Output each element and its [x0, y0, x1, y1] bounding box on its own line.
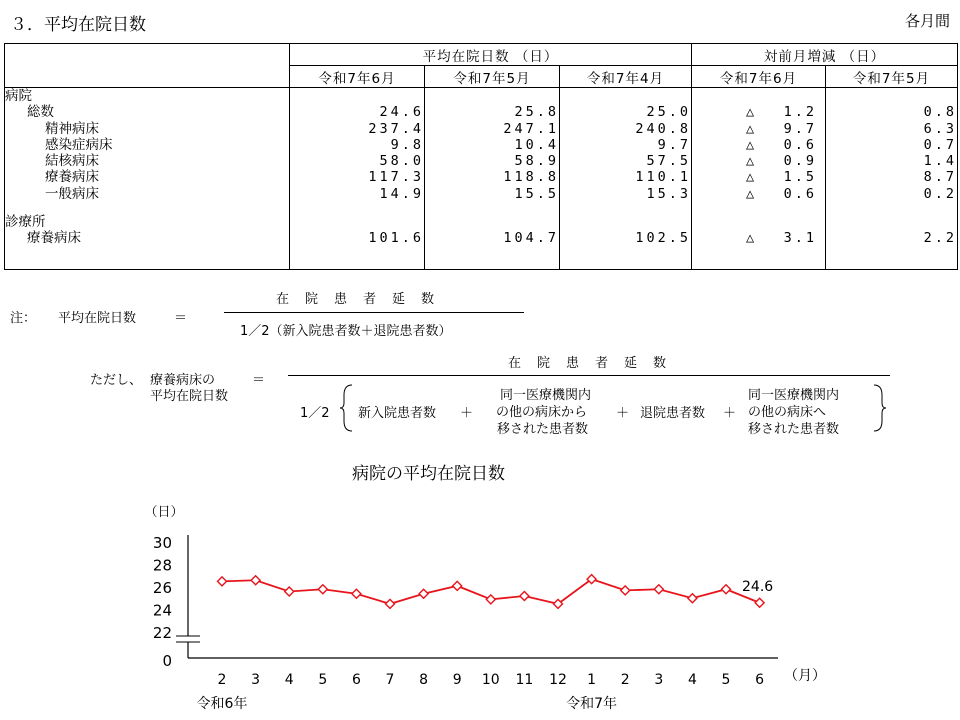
cell-value: 0.8 [923, 104, 958, 121]
data-point [386, 599, 395, 608]
y-tick-label: 24 [152, 601, 172, 620]
cell-value: 6.3 [923, 120, 958, 137]
values-column-r7-6 [290, 88, 425, 270]
triangle-icon: △ [746, 153, 758, 170]
note-label: 注： [10, 311, 37, 326]
x-tick-label: 2 [620, 672, 630, 688]
tadashi-prefix: ただし、 [90, 373, 143, 388]
term-transfer-in-l3: 移された患者数 [497, 422, 589, 437]
row-label: 診療所 [5, 214, 46, 231]
triangle-icon: △ [746, 230, 758, 247]
diff-row [692, 186, 825, 202]
cell-value: 2.2 [923, 230, 958, 247]
cell-value: 117.3 [368, 169, 424, 186]
corner-cell [5, 44, 290, 88]
triangle-icon: △ [746, 169, 758, 186]
col-header: 令和7年5月 [826, 66, 958, 88]
values-column-r7-5 [425, 88, 560, 270]
cell-value: 57.5 [646, 153, 692, 170]
period-label: 各月間 [904, 12, 950, 30]
cell-value: 1.2 [783, 104, 818, 121]
diff-row [692, 214, 825, 230]
cell-value: 1.4 [923, 153, 958, 170]
x-tick-label: 1 [587, 672, 597, 688]
x-tick-label: 7 [385, 672, 395, 688]
x-tick-label: 10 [481, 672, 500, 688]
row-gap [290, 202, 424, 214]
y-tick-label: 22 [152, 624, 172, 642]
x-axis-unit: （月） [784, 668, 826, 684]
cell-value: 14.9 [379, 185, 424, 202]
data-label: 24.6 [742, 578, 774, 595]
year-label: 令和6年 [196, 696, 248, 712]
cell-value: 237.4 [368, 120, 424, 137]
cell-value: 58.9 [514, 153, 559, 170]
triangle-icon: △ [746, 185, 758, 202]
term-new-admissions: 新入院患者数 [358, 406, 437, 421]
data-point [621, 586, 630, 595]
term-transfer-out-l3: 移された患者数 [748, 422, 840, 437]
x-tick-label: 2 [217, 672, 227, 688]
x-tick-label: 3 [251, 672, 261, 688]
tadashi-numerator: 在院患者延数 [508, 356, 683, 371]
term-discharges: 退院患者数 [640, 406, 706, 421]
data-point [318, 585, 327, 594]
fraction-bar-2 [288, 375, 890, 376]
diff-row [692, 153, 825, 169]
row-gap [692, 202, 825, 214]
stats-table [4, 43, 958, 270]
cell-value [425, 88, 559, 104]
cell-value: 8.7 [923, 169, 958, 186]
cell-value: 25.0 [646, 104, 692, 121]
row-gap [5, 202, 289, 214]
row-gap [425, 202, 559, 214]
data-point [520, 592, 529, 601]
term-transfer-in-l2: の他の病床から [496, 405, 588, 420]
plus-3: ＋ [723, 406, 737, 421]
x-tick-label: 12 [549, 672, 567, 688]
cell-value: 3.1 [783, 230, 818, 247]
cell-value: 247.1 [503, 120, 559, 137]
x-tick-label: 9 [452, 672, 462, 688]
x-tick-label: 11 [515, 672, 534, 688]
diff-row [692, 121, 825, 137]
x-tick-label: 5 [318, 672, 328, 688]
row-gap [560, 202, 691, 214]
diff-row [692, 137, 825, 153]
cell-value [560, 214, 691, 230]
plus-1: ＋ [460, 406, 474, 421]
cell-value [290, 88, 424, 104]
x-tick-label: 4 [687, 672, 697, 688]
cell-value: 9.8 [390, 136, 424, 153]
group-header-diff: 対前月増減 （日） [692, 44, 958, 66]
row-label: 総数 [27, 104, 54, 121]
line-chart [0, 490, 960, 720]
left-brace [338, 383, 354, 433]
cell-value: 15.3 [646, 185, 692, 202]
tadashi-equals: ＝ [252, 373, 266, 388]
diff-column-r7-6 [692, 88, 826, 270]
row-labels-column [5, 88, 290, 270]
cell-value: 24.6 [379, 104, 424, 121]
data-point [285, 587, 294, 596]
cell-value: 0.9 [783, 153, 818, 170]
note-equals: ＝ [174, 311, 188, 326]
chart-title: 病院の平均在院日数 [352, 464, 505, 484]
cell-value: 10.4 [514, 136, 559, 153]
x-tick-label: 3 [654, 672, 664, 688]
cell-value: 110.1 [635, 169, 692, 186]
y-tick-label: 0 [162, 652, 172, 670]
row-label: 一般病床 [45, 185, 99, 202]
cell-value [290, 214, 424, 230]
x-tick-label: 4 [284, 672, 294, 688]
plus-2: ＋ [616, 406, 630, 421]
cell-value: 15.5 [514, 185, 559, 202]
data-point [218, 577, 227, 586]
col-header: 令和7年6月 [692, 66, 826, 88]
triangle-icon: △ [746, 120, 758, 137]
year-label: 令和7年 [566, 696, 618, 712]
right-brace [872, 383, 888, 433]
formula-denominator: 1／2（新入院患者数＋退院患者数） [240, 324, 452, 339]
cell-value [826, 214, 957, 230]
data-point [755, 598, 764, 607]
section-title: ３．平均在院日数 [10, 15, 146, 35]
data-point [352, 589, 361, 598]
group-header-avg: 平均在院日数 （日） [290, 44, 692, 66]
x-tick-label: 6 [351, 672, 361, 688]
y-tick-label: 28 [152, 556, 172, 575]
note-lhs: 平均在院日数 [58, 311, 137, 326]
cell-value: 104.7 [503, 230, 559, 247]
col-header: 令和7年6月 [290, 66, 425, 88]
cell-value: 240.8 [635, 120, 692, 137]
cell-value: 0.6 [783, 136, 818, 153]
tadashi-lhs-line1: 療養病床の [150, 373, 216, 388]
diff-row [692, 88, 825, 104]
cell-value: 102.5 [635, 230, 692, 247]
cell-value: 25.8 [514, 104, 559, 121]
row-label: 療養病床 [27, 230, 81, 247]
triangle-icon: △ [746, 136, 758, 153]
cell-value: 0.6 [783, 185, 818, 202]
cell-value [425, 214, 559, 230]
col-header: 令和7年4月 [560, 66, 692, 88]
values-column-r7-4 [560, 88, 692, 270]
term-transfer-out-l2: の他の病床へ [748, 405, 827, 420]
data-point [486, 595, 495, 604]
tadashi-lhs-line2: 平均在院日数 [150, 389, 229, 404]
row-label: 結核病床 [45, 153, 99, 170]
diff-row [692, 169, 825, 185]
cell-value: 1.5 [783, 169, 818, 186]
x-tick-label: 6 [755, 672, 765, 688]
row-label: 病院 [5, 88, 32, 104]
diff-column-r7-5 [826, 88, 958, 270]
data-point [453, 581, 462, 590]
term-transfer-out-l1: 同一医療機関内 [748, 388, 840, 403]
y-tick-label: 30 [152, 534, 172, 552]
term-transfer-in-l1: 同一医療機関内 [500, 388, 592, 403]
cell-value: 58.0 [379, 153, 424, 170]
data-point [688, 594, 697, 603]
diff-row [692, 104, 825, 120]
cell-value: 0.2 [923, 185, 958, 202]
data-point [722, 585, 731, 594]
cell-value: 101.6 [368, 230, 424, 247]
cell-value: 9.7 [657, 136, 692, 153]
col-header: 令和7年5月 [425, 66, 560, 88]
formula-numerator: 在院患者延数 [276, 292, 451, 307]
data-point [251, 576, 260, 585]
row-label: 精神病床 [45, 120, 99, 137]
cell-value [826, 88, 957, 104]
y-axis-unit: （日） [144, 505, 184, 520]
row-label: 感染症病床 [45, 136, 113, 153]
data-point [654, 585, 663, 594]
cell-value [560, 88, 691, 104]
row-label: 療養病床 [45, 169, 99, 186]
cell-value: 0.7 [923, 136, 958, 153]
cell-value: 9.7 [783, 120, 818, 137]
x-tick-label: 8 [419, 672, 429, 688]
triangle-icon: △ [746, 104, 758, 121]
x-tick-label: 5 [721, 672, 731, 688]
diff-row [692, 230, 825, 246]
cell-value: 118.8 [503, 169, 559, 186]
fraction-bar [224, 312, 524, 313]
half-label: 1／2 [300, 406, 330, 421]
y-tick-label: 26 [152, 579, 172, 597]
row-gap [826, 202, 957, 214]
data-point [419, 589, 428, 598]
